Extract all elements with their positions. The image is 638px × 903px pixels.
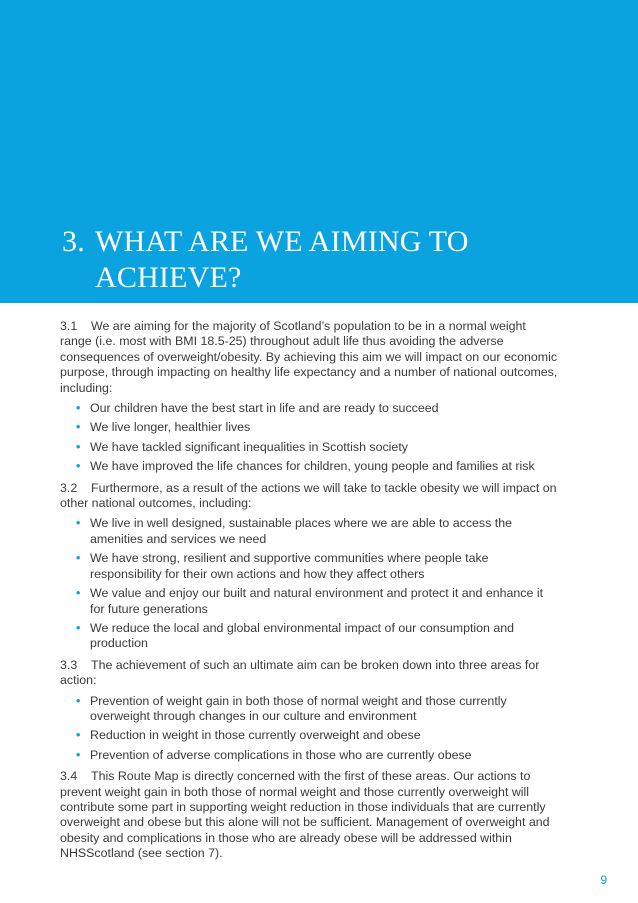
title-line-1: WHAT ARE WE AIMING TO (95, 225, 469, 258)
paragraph-number: 3.3 (60, 657, 78, 672)
bullet-icon: • (76, 420, 81, 435)
list-item (76, 516, 560, 547)
list-item-text: We reduce the local and global environmental impact of our consumption and production (90, 620, 515, 651)
bullet-list-3-3 (60, 694, 560, 764)
bullet-icon: • (76, 693, 81, 708)
bullet-icon: • (76, 516, 81, 531)
page-number: 9 (600, 873, 607, 887)
bullet-icon: • (76, 728, 81, 743)
paragraph-number: 3.2 (60, 480, 78, 495)
paragraph-3-4 (60, 769, 560, 861)
list-item (76, 401, 560, 416)
list-item (76, 551, 560, 582)
paragraph-3-3 (60, 658, 560, 689)
bullet-icon: • (76, 401, 81, 416)
list-item-text: Reduction in weight in those currently overweight and obese (90, 728, 421, 743)
bullet-icon: • (76, 551, 81, 566)
paragraph-3-2 (60, 481, 560, 512)
paragraph-text: Furthermore, as a result of the actions we will take to tackle obesity we will impact on other national outcomes, including: (60, 480, 557, 511)
title-line-2: ACHIEVE? (95, 261, 242, 294)
paragraph-number: 3.1 (60, 319, 78, 333)
list-item (76, 694, 560, 725)
bullet-icon: • (76, 459, 81, 474)
paragraph-text: The achievement of such an ultimate aim can be broken down into three areas for action: (60, 657, 540, 688)
list-item (76, 748, 560, 763)
bullet-icon: • (76, 620, 81, 635)
list-item (76, 440, 560, 455)
list-item-text: We live longer, healthier lives (90, 420, 251, 435)
list-item-text: We have strong, resilient and supportive communities where people take responsibility for their own actions and how they affect others (90, 551, 489, 581)
bullet-icon: • (76, 586, 81, 601)
list-item (76, 586, 560, 617)
page-title (62, 224, 469, 296)
list-item (76, 420, 560, 435)
bullet-list-3-1 (60, 401, 560, 475)
list-item-text: We have improved the life chances for children, young people and families at risk (90, 459, 535, 474)
paragraph-text: This Route Map is directly concerned with the first of these areas. Our actions to prevent weight gain in both those of normal weight and those currently overweight will contribute some part in supporting weight reduction in those individuals that are currently overweight and obese but this alone will not be sufficient. Management of overweight and obesity and complications in those who are already obese will be addressed within NHSScotland (see section 7). (60, 769, 550, 861)
bullet-list-3-2 (60, 516, 560, 651)
paragraph-3-1 (60, 319, 560, 396)
list-item-text: Our children have the best start in life and are ready to succeed (90, 401, 439, 416)
list-item-text: We live in well designed, sustainable places where we are able to access the amenities and services we need (90, 516, 512, 546)
paragraph-text: We are aiming for the majority of Scotland’s population to be in a normal weight range (i.e. most with BMI 18.5-25) throughout adult life thus avoiding the adverse consequences of overweight/obesity. By achieving this aim we will impact on our economic purpose, through impacting on healthy life expectancy and a number of national outcomes, including: (60, 319, 558, 395)
list-item (76, 621, 560, 652)
list-item (76, 728, 560, 743)
list-item-text: Prevention of adverse complications in those who are currently obese (90, 747, 472, 762)
list-item-text: We have tackled significant inequalities in Scottish society (90, 439, 408, 454)
list-item-text: We value and enjoy our built and natural environment and protect it and enhance it for future generations (90, 586, 544, 616)
paragraph-number: 3.4 (60, 769, 78, 784)
list-item-text: Prevention of weight gain in both those of normal weight and those currently overweight through changes in our culture and environment (90, 693, 507, 723)
list-item (76, 459, 560, 474)
section-number: 3. (62, 225, 85, 258)
bullet-icon: • (76, 747, 81, 762)
bullet-icon: • (76, 439, 81, 454)
body-content (60, 319, 560, 867)
